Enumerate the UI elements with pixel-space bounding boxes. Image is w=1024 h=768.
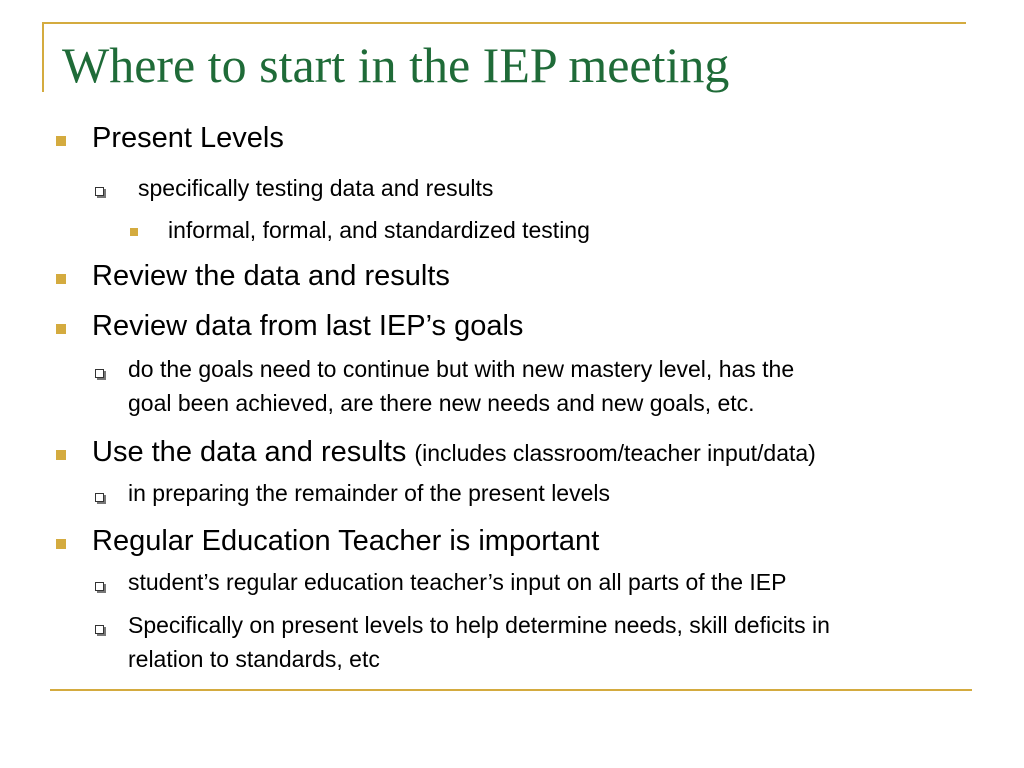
sub-bullet-goals-line1: do the goals need to continue but with new mastery level, has the <box>128 356 795 382</box>
bullet-regular-ed-teacher: Regular Education Teacher is important <box>92 525 600 557</box>
bottom-rule <box>50 689 972 691</box>
hollow-square-bullet-icon <box>95 493 104 502</box>
bullet-use-data-paren: (includes classroom/teacher input/data) <box>414 440 816 466</box>
hollow-square-bullet-icon <box>95 582 104 591</box>
sub-bullet-testing-data: specifically testing data and results <box>138 175 494 201</box>
sub-bullet-preparing: in preparing the remainder of the present levels <box>128 480 611 506</box>
square-bullet-icon <box>56 274 66 284</box>
frame-top-rule <box>42 22 966 24</box>
sub-bullet-teacher-input: student’s regular education teacher’s input on all parts of the IEP <box>128 569 787 595</box>
bullet-review-data: Review the data and results <box>92 260 450 292</box>
hollow-square-bullet-icon <box>95 625 104 634</box>
square-bullet-icon <box>56 324 66 334</box>
hollow-square-bullet-icon <box>95 369 104 378</box>
small-square-bullet-icon <box>130 228 138 236</box>
sub-bullet-present-levels-line2: relation to standards, etc <box>128 646 380 672</box>
square-bullet-icon <box>56 136 66 146</box>
sub-bullet-present-levels-line1: Specifically on present levels to help determine needs, skill deficits in <box>128 612 830 638</box>
bullet-use-data-main: Use the data and results <box>92 436 407 468</box>
bullet-review-iep-goals: Review data from last IEP’s goals <box>92 310 524 342</box>
square-bullet-icon <box>56 539 66 549</box>
slide-title: Where to start in the IEP meeting <box>62 37 730 93</box>
sub-sub-bullet-testing-types: informal, formal, and standardized testing <box>168 217 590 243</box>
bullet-use-data <box>92 435 816 470</box>
square-bullet-icon <box>56 450 66 460</box>
frame-left-rule <box>42 22 44 92</box>
bullet-present-levels: Present Levels <box>92 122 284 154</box>
hollow-square-bullet-icon <box>95 187 104 196</box>
sub-bullet-goals-line2: goal been achieved, are there new needs and new goals, etc. <box>128 390 755 416</box>
